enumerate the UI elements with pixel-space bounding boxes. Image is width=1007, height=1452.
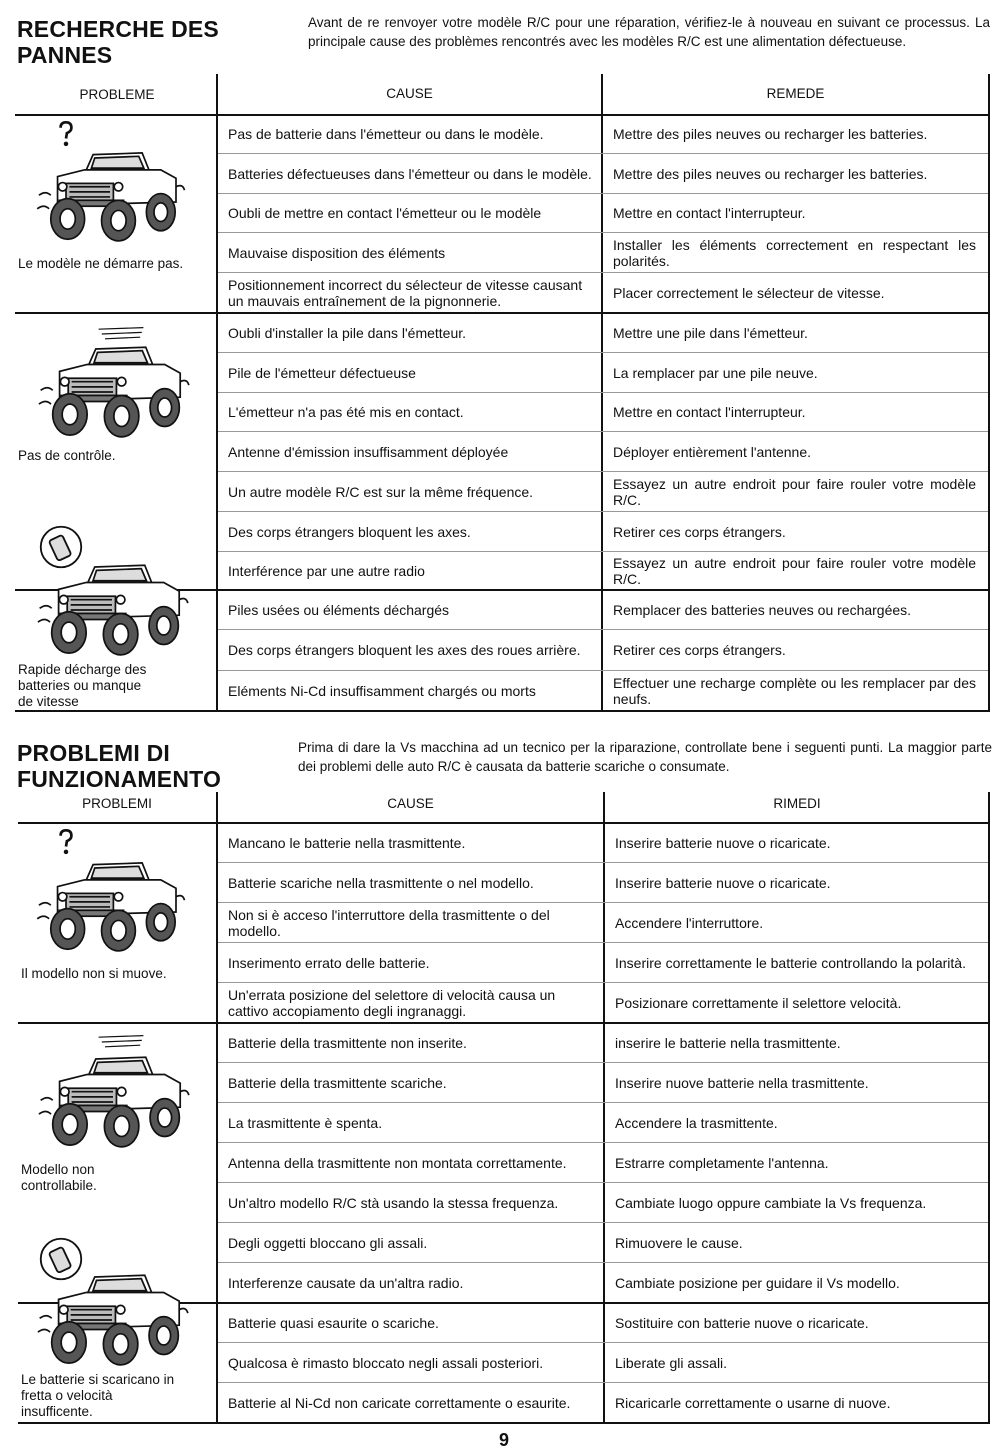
remedy-cell: Effectuer une recharge complète ou les remplacer par des neufs. [613, 674, 976, 707]
remedy-cell: Posizionare correttamente il selettore velocità. [615, 994, 902, 1011]
row-divider [218, 629, 988, 630]
row-divider [218, 1142, 988, 1143]
row-divider [218, 1062, 988, 1063]
row-divider [218, 392, 988, 393]
cause-cell: Batterie della trasmittente scariche. [228, 1074, 447, 1091]
cause-cell: Un'altro modello R/C stà usando la stessa frequenza. [228, 1194, 559, 1211]
row-divider [218, 1382, 988, 1383]
cause-cell: Interférence par une autre radio [228, 562, 425, 579]
truck-illustration-no-control [18, 330, 208, 442]
truck-illustration-not-starting [20, 136, 200, 246]
question-mark-icon-italian [57, 828, 75, 856]
remedy-cell: Essayez un autre endroit pour faire rouler votre modèle R/C. [613, 475, 976, 508]
remedy-cell: Retirer ces corps étrangers. [613, 523, 786, 540]
row-divider [218, 471, 988, 472]
speed-lines-icon-italian [96, 1034, 146, 1050]
cause-cell: Oubli de mettre en contact l'émetteur ou le modèle [228, 205, 542, 221]
cause-cell: Antenna della trasmittente non montata correttamente. [228, 1154, 567, 1171]
question-mark-icon [57, 120, 75, 148]
remedy-cell: Inserire correttamente le batterie controllando la polarità. [615, 954, 966, 971]
row-divider [218, 1262, 988, 1263]
row-divider [218, 942, 988, 943]
french-title-line2: PANNES [17, 42, 113, 68]
remedy-cell: inserire le batterie nella trasmittente. [615, 1034, 841, 1051]
row-divider [218, 902, 988, 903]
cause-cell: Positionnement incorrect du sélecteur de vitesse causant un mauvais entraînement de la pignonnerie. [228, 276, 583, 309]
remedy-cell: Mettre en contact l'interrupteur. [613, 205, 806, 221]
remedy-cell: Placer correctement le sélecteur de vitesse. [613, 284, 885, 301]
remedy-cell: Mettre des piles neuves ou recharger les batteries. [613, 165, 928, 182]
italian-intro: Prima di dare la Vs macchina ad un tecnico per la riparazione, controllate bene i seguenti punti. La maggior parte dei problemi delle auto R/C è causata da batterie scariche o consumate. [298, 740, 992, 774]
problem-label: Modello non controllabile. [21, 1162, 97, 1193]
cause-cell: Des corps étrangers bloquent les axes. [228, 523, 471, 540]
remedy-cell: Rimuovere le cause. [615, 1234, 743, 1251]
remedy-cell: Accendere l'interruttore. [615, 914, 764, 931]
remedy-cell: Retirer ces corps étrangers. [613, 642, 786, 658]
cause-cell: Un'errata posizione del selettore di velocità causa un cattivo accopiamento degli ingranaggi. [228, 986, 556, 1019]
cause-cell: Un autre modèle R/C est sur la même fréquence. [228, 483, 534, 500]
row-divider [218, 982, 988, 983]
french-header-problem: PROBLEME [79, 87, 155, 102]
french-header-remedy: REMEDE [766, 86, 825, 101]
problem-label: Le modèle ne démarre pas. [18, 256, 184, 271]
remedy-cell: Liberate gli assali. [615, 1354, 728, 1371]
french-title [17, 16, 219, 68]
row-divider [218, 1222, 988, 1223]
cause-cell: Mancano le batterie nella trasmittente. [228, 834, 466, 851]
remedy-cell: Inserire batterie nuove o ricaricate. [615, 834, 831, 851]
row-divider [218, 232, 988, 233]
cause-cell: Inserimento errato delle batterie. [228, 954, 430, 971]
group-divider [18, 1422, 990, 1424]
remedy-cell: Mettre une pile dans l'émetteur. [613, 324, 808, 341]
remedy-cell: La remplacer par une pile neuve. [613, 364, 818, 381]
row-divider [218, 862, 988, 863]
cause-cell: Des corps étrangers bloquent les axes des roues arrière. [228, 642, 581, 658]
cause-cell: Pas de batterie dans l'émetteur ou dans le modèle. [228, 126, 544, 142]
remedy-cell: Accendere la trasmittente. [615, 1114, 778, 1131]
problem-label: Il modello non si muove. [21, 966, 167, 981]
cause-cell: Oubli d'installer la pile dans l'émetteur. [228, 324, 467, 341]
speed-lines-icon [96, 326, 146, 342]
row-divider [218, 1342, 988, 1343]
row-divider [218, 193, 988, 194]
cause-cell: Antenne d'émission insuffisamment déployée [228, 443, 509, 460]
italian-header-problem: PROBLEMI [82, 796, 152, 811]
row-divider [218, 511, 988, 512]
row-divider [218, 352, 988, 353]
cause-cell: Eléments Ni-Cd insuffisamment chargés ou morts [228, 682, 536, 699]
cause-cell: Batterie quasi esaurite o scariche. [228, 1314, 439, 1331]
problem-label: Le batterie si scaricano in fretta o velocità insufficente. [21, 1372, 175, 1419]
problem-label: Pas de contrôle. [18, 448, 116, 463]
group-divider [15, 710, 990, 712]
cause-cell: Non si è acceso l'interruttore della trasmittente o del modello. [228, 906, 550, 939]
row-divider [218, 551, 988, 552]
cause-cell: Piles usées ou éléments déchargés [228, 601, 450, 618]
cause-cell: Interferenze causate da un'altra radio. [228, 1274, 464, 1291]
cause-cell: Batteries défectueuses dans l'émetteur ou dans le modèle. [228, 165, 592, 182]
french-title-line1: RECHERCHE DES [17, 16, 219, 42]
italian-title [17, 740, 221, 792]
row-divider [218, 1182, 988, 1183]
remedy-cell: Sostituire con batterie nuove o ricaricate. [615, 1314, 869, 1331]
remedy-cell: Mettre des piles neuves ou recharger les batteries. [613, 126, 928, 142]
truck-illustration-uncontrollable [18, 1040, 208, 1152]
cause-cell: La trasmittente è spenta. [228, 1114, 383, 1131]
row-divider [218, 1102, 988, 1103]
column-divider [988, 792, 990, 1424]
remedy-cell: Inserire nuove batterie nella trasmittente. [615, 1074, 869, 1091]
cause-cell: L'émetteur n'a pas été mis en contact. [228, 404, 464, 420]
row-divider [218, 153, 988, 154]
truck-illustration-not-moving [20, 846, 200, 956]
italian-title-line1: PROBLEMI DI [17, 740, 170, 766]
cause-cell: Batterie della trasmittente non inserite. [228, 1034, 467, 1051]
remedy-cell: Ricaricarle correttamente o usarne di nuove. [615, 1394, 891, 1411]
french-header-cause: CAUSE [386, 86, 433, 101]
remedy-cell: Mettre en contact l'interrupteur. [613, 404, 806, 420]
cause-cell: Degli oggetti bloccano gli assali. [228, 1234, 428, 1251]
remedy-cell: Inserire batterie nuove o ricaricate. [615, 874, 831, 891]
remedy-cell: Installer les éléments correctement en respectant les polarités. [613, 236, 976, 269]
cause-cell: Pile de l'émetteur défectueuse [228, 364, 416, 381]
problem-label: Rapide décharge des batteries ou manque de vitesse [18, 662, 147, 709]
row-divider [218, 272, 988, 273]
french-intro: Avant de re renvoyer votre modèle R/C pour une réparation, vérifiez-le à nouveau en suivant ce processus. La principale cause des problèmes rencontrés avec les modèles R/C est une alimentation défectueuse. [308, 15, 990, 49]
column-divider [988, 74, 990, 712]
remedy-cell: Essayez un autre endroit pour faire rouler votre modèle R/C. [613, 554, 976, 587]
remedy-cell: Estrarre completamente l'antenna. [615, 1154, 829, 1171]
remedy-cell: Cambiate luogo oppure cambiate la Vs frequenza. [615, 1194, 927, 1211]
cause-cell: Batterie scariche nella trasmittente o nel modello. [228, 874, 534, 891]
italian-title-line2: FUNZIONAMENTO [17, 766, 222, 792]
remedy-cell: Déployer entièrement l'antenne. [613, 443, 812, 460]
battery-icon [38, 524, 84, 570]
italian-header-remedy: RIMEDI [773, 796, 821, 811]
italian-header-cause: CAUSE [387, 796, 434, 811]
cause-cell: Mauvaise disposition des éléments [228, 244, 446, 261]
battery-icon-italian [38, 1236, 84, 1282]
row-divider [218, 670, 988, 671]
page-number: 9 [498, 1430, 509, 1450]
remedy-cell: Remplacer des batteries neuves ou rechargées. [613, 601, 912, 618]
cause-cell: Batterie al Ni-Cd non caricate correttamente o esaurite. [228, 1394, 571, 1411]
row-divider [218, 431, 988, 432]
cause-cell: Qualcosa è rimasto bloccato negli assali posteriori. [228, 1354, 544, 1371]
remedy-cell: Cambiate posizione per guidare il Vs modello. [615, 1274, 900, 1291]
